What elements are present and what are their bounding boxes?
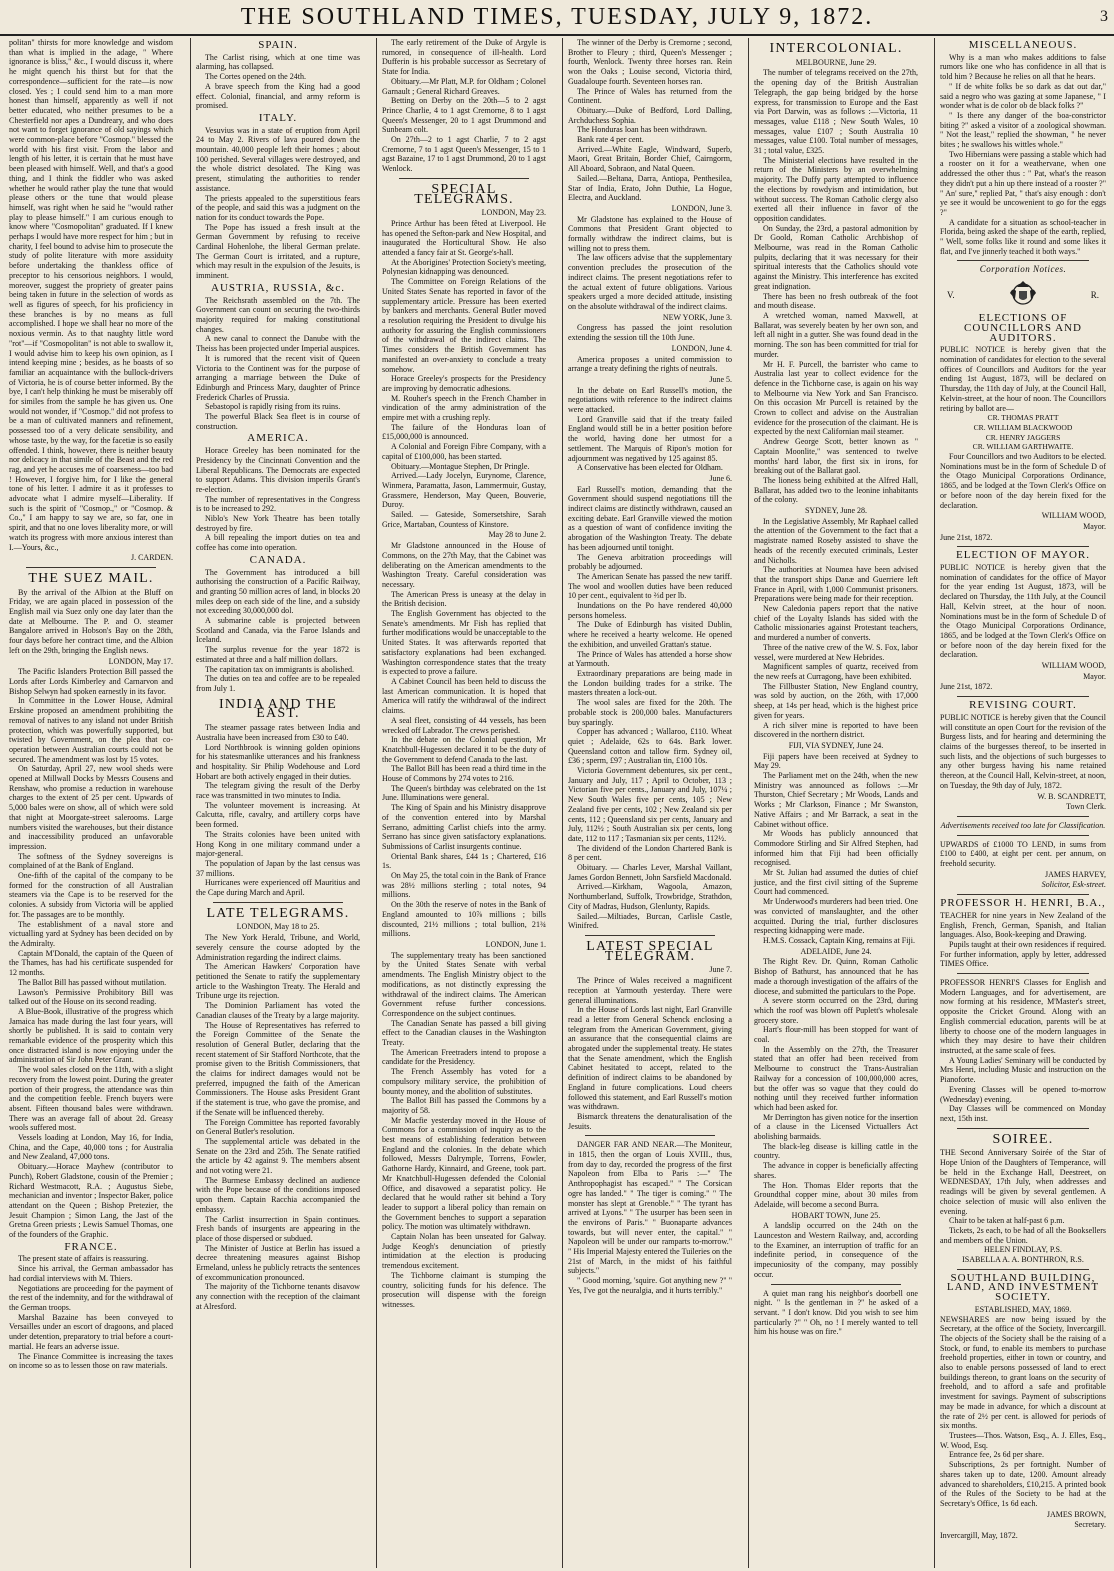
page-number: 3 bbox=[1100, 8, 1108, 25]
mayor-notice: PUBLIC NOTICE is hereby given that the nomination of candidates for the office of Mayor for the year ending 1st August, 1873, will be declared on Thursday, the 11th July, at the Council Hall, Kelvin street, at the hour of noon. Nominations must be in the form of Schedule D of the Otago Municipal Corporations Ordinance, 1865, and be lodged at the Town Clerk's Office on or before noon of the day herein fixed for the declaration. bbox=[940, 563, 1106, 660]
article-paragraph: In the debate on the Colonial question, Mr Knatchbull-Hugessen declared it to be the duty of the Government to defend Canada to the last. bbox=[382, 735, 546, 764]
late-telegrams-dateline: LONDON, May 18 to 25. bbox=[236, 922, 320, 932]
article-paragraph: M. Rouher's speech in the French Chamber in vindication of the army administration of the empire met with a crushing reply. bbox=[382, 393, 546, 423]
intercolonial-heading: INTERCOLONIAL. bbox=[769, 41, 903, 56]
article-paragraph: The Foreign Committee has reported favorably on General Butler's resolution. bbox=[196, 1117, 360, 1137]
special-paragraphs bbox=[377, 219, 551, 530]
article-paragraph: A seal fleet, consisting of 44 vessels, has been wrecked off Labrador. The crews perished. bbox=[382, 715, 546, 735]
mayor-signature-2: WILLIAM WOOD, bbox=[1041, 661, 1106, 671]
article-paragraph: In the House of Lords last night, Earl Granville read a letter from General Schenck enclosing a telegram from the American Government, giving an assurance that the consequential claims are abrogated under the supplemental treaty. He states that the Senate amendment, which the English Cabinet hesitated to accept, related to the definition of indirect claims to be abandoned by England in future complications. Loud cheers followed this statement, and Earl Russell's motion was withdrawn. bbox=[568, 1005, 732, 1112]
article-paragraph: The duties on tea and coffee are to be repealed from July 1. bbox=[196, 674, 360, 693]
article-paragraph: Mr Derrington has given notice for the insertion of a clause in the Licensed Victuallers Act abolishing barmaids. bbox=[754, 1112, 918, 1142]
professor-henri-heading: PROFESSOR H. HENRI, B.A., bbox=[940, 897, 1106, 910]
article-paragraph: The Ministerial elections have resulted in the return of the Ministers by an overwhelming majority. The Duffy party attempted to influence the elections by rowdyism and intimidation, but without success. The Roman Catholic clergy also exerted all their influence in favor of the opposition candidates. bbox=[754, 155, 918, 223]
italy-paragraphs bbox=[191, 126, 365, 281]
article-paragraph: Marshal Bazaine has been conveyed to Versailles under an escort of dragoons, and placed under detention, preparatory to trial before a court-martial. He fears an adverse issue. bbox=[9, 1312, 173, 1351]
hobart-paragraphs bbox=[749, 1221, 923, 1279]
june5-paragraphs bbox=[563, 386, 737, 473]
henri-teacher-ad: TEACHER for nine years in New Zealand of the English, French, German, Spanish, and Italian languages. Also, Book-keeping and Drawing. bbox=[940, 910, 1106, 940]
article-paragraph: Victoria Government debentures, six per cent., January and July, 117 ; April to October, 113 ; Victorian five per cents., January and July, 107¼ ; New South Wales five per cents, 105 ; New Zealand five per cents, 102 ; New Zealand six per cents, 112 ; Queensland six per cents, January and July, 112½ ; South Australian six per cents, long date, 112 to 117 ; Tasmanian six per cents, 112½. bbox=[568, 766, 732, 843]
column-4 bbox=[562, 38, 737, 1568]
article-paragraph: The Ballot Bill has passed without mutilation. bbox=[18, 977, 167, 987]
newspaper-title: THE SOUTHLAND TIMES, TUESDAY, JULY 9, 1872. bbox=[240, 4, 874, 30]
letter-signature: J. CARDEN. bbox=[130, 553, 173, 563]
article-paragraph: The Prince of Wales has attended a horse show at Yarmouth. bbox=[568, 649, 732, 669]
article-paragraph: There has been no fresh outbreak of the foot and mouth disease. bbox=[754, 291, 918, 311]
article-paragraph: It is rumored that the recent visit of Queen Victoria to the Continent was for the purpose of arranging a marriage between the Duke of Edinburgh and Princess Mary, daughter of Prince Frederick Charles of Prussia. bbox=[196, 353, 360, 402]
article-paragraph: The black-leg disease is killing cattle in the country. bbox=[754, 1141, 918, 1161]
article-paragraph: Three of the native crew of the W. S. Fox, labor vessel, were murdered at New Hebrides. bbox=[754, 642, 918, 662]
retiring-councillors bbox=[935, 413, 1111, 452]
soiree-chair: Chair to be taken at half-past 6 p.m. bbox=[949, 1216, 1065, 1226]
article-paragraph: The volunteer movement is increasing. At Calcutta, rifle, cavalry, and artillery corps have been formed. bbox=[196, 800, 360, 830]
henri-evening: Evening Classes will be opened to-morrow (Wednesday) evening. bbox=[940, 1084, 1106, 1104]
article-paragraph: The Pacific Islanders Protection Bill passed the Lords after Lords Kimberley and Carnarvon and Bishop Selwyn had spoken earnestly in its favor. bbox=[9, 667, 173, 696]
sydney-dateline: SYDNEY, June 28. bbox=[804, 506, 868, 516]
article-paragraph: Fiji papers have been received at Sydney to May 29. bbox=[754, 751, 918, 771]
soiree-notice: THE Second Anniversary Soirée of the Star of Hope Union of the Daughters of Temperance, will be held in the Exchange Hall, Deestreet, on WEDNESDAY, 17th July, when addresses and readings will be given by several gentlemen. A choice selection of music will also enliven the evening. bbox=[940, 1148, 1106, 1216]
france-paragraphs bbox=[4, 1254, 178, 1370]
mayor-title: Mayor. bbox=[1083, 521, 1106, 531]
article-paragraph: Obituary.—Horace Mayhew (contributor to Punch), Robert Gladstone, cousin of the Premier ; Richard Westmacott, R.A. ; Augustus Siebe, mechanician and inventor ; Inspector Baker, police attendant on the Queen ; Bishop Pretezier, the Jesuit Champion ; Simon Lang, the Jast of the Gretna Green priests ; Lewis Samuel Thomas, one of the founders of the Graphic. bbox=[9, 1162, 173, 1240]
column-1 bbox=[4, 38, 178, 1568]
divider bbox=[26, 567, 156, 568]
secretary-signature: JAMES BROWN, bbox=[1046, 1509, 1106, 1519]
article-paragraph: " If de white folks be so dark as dat out dar," said a negro who was gazing at some Japanese, " I wonder what is de color ob de black folks ?" bbox=[940, 81, 1106, 111]
letter-text: politan" thirsts for more knowledge and wisdom than what is implied in the adage, " Where ignorance is bliss," &c., I would discuss it, where he might quench his thirst but for that the correspondence—sufficient for the rate—is now closed. Yes ; I could send him to a man more honest than himself, apparently as well if not better educated, who neither presumes to be a Chesterfield nor apes a Dundreary, and who does not want to forget ignorance of old sayings which were common-place before "Cosmop." blessed the world with his first visit. From the labor and length of his letter, it is certain that he must have been pleased with himself. Well, and that's a good thing, and I think the fiddler who was asked whether he would rather play the tune that would please others or the tune that would please himself, was right when he said he "would rather play to please himself." I am curious enough to know where "Cosmopolitan" graduated. If I knew perhaps I would have more respect for him ; but in charity, I feel bound to advise him to prosecute the study of polite literature with more assiduity before undertaking the thankless office of preceptor to his censorious neighbors. I would, moreover, suggest the propriety of greater pains being taken in future in the selection of words as well as figures of speech, for his proficiency in these branches is by no means as full accomplished. I hope we shall hear no more of the noxious vermin. As to that naughty little word "rot"—if "Cosmopolitan" is not able to swallow it, I would advise him to keep his own opinion, as I intend keeping mine ; besides, as he boasts of so familiar an acquaintance with the bullock-drivers of Victoria, he is of course better informed. By the bye, I can't help thinking he must be miserably off for similes from the sample he has given us. One would not wonder, if "Cosmop." did not profess to be a man of cultivated manners and refinement, possessed too of a very delicate sensibility, and whose taste, by the way, for the facetiæ is so easily offended. I think, however, there is neither beauty nor delicacy in that simile of the Beast and the red rag, and yet he accuses me of coarseness—too bad ! However, I forgive him, for I like the general tone of his letter. I admire it as it professes to advocate what I admire myself—Liberality. If such is the spirit of "Cosmop.," or "Cosmop. & Co.," I am happy to say we are, so far, one in spirit, and that no one loves liberality more, or will watch its progress with more anxious interest than I.—Yours, &c., bbox=[9, 38, 173, 552]
building-society-heading: SOUTHLAND BUILDING, LAND, AND INVESTMENT SOCIETY. bbox=[946, 1271, 1100, 1304]
article-paragraph: Hurricanes were experienced off Mauritius and the Cape during March and April. bbox=[196, 878, 360, 898]
solicitor-title: Solicitor, Esk-street. bbox=[1041, 880, 1106, 890]
article-paragraph: The Government has introduced a bill authorising the construction of a Pacific Railway, and granting 50 million acres of land, in blocks 20 miles deep on each side of the line, and a subsidy not exceeding 30,000,000 dol. bbox=[196, 567, 360, 616]
fiji-paragraphs bbox=[749, 752, 923, 946]
canada-paragraphs bbox=[191, 568, 365, 694]
retiring-councillor-name: CR. THOMAS PRATT bbox=[987, 413, 1059, 423]
may28-paragraphs bbox=[377, 541, 551, 939]
article-paragraph: Sailed.—Miltiades, Burcan, Carlisle Castle, Winifred. bbox=[568, 911, 732, 931]
article-paragraph: Andrew George Scott, better known as " Captain Moonlite," was sentenced to twelve months' hard labor, the first six in irons, for breaking out of the Ballarat gaol. bbox=[754, 437, 918, 476]
article-paragraph: A submarine cable is projected between Scotland and Canada, via the Faroe Islands and Iceland. bbox=[196, 616, 360, 645]
article-paragraph: Bank rate 4 per cent. bbox=[577, 135, 644, 145]
divider bbox=[957, 546, 1089, 547]
town-clerk-title: Town Clerk. bbox=[1066, 802, 1106, 812]
article-paragraph: The Queen's birthday was celebrated on the 1st June. Illuminations were general. bbox=[382, 783, 546, 803]
article-paragraph: Oriental Bank shares, £44 1s ; Chartered, £16 1s. bbox=[382, 851, 546, 871]
dateline-june1: LONDON, June 1. bbox=[485, 939, 546, 949]
article-paragraph: The Minister of Justice at Berlin has issued a decree threatening measures against Bishop Ermeland, unless he publicly retracts the sentences of excommunication pronounced. bbox=[196, 1243, 360, 1282]
article-paragraph: Obituary.—Mr Platt, M.P. for Oldham ; Colonel Garnault ; General Richard Greaves. bbox=[382, 76, 546, 96]
article-paragraph: Mr Woods has publicly announced that Commodore Stirling and Sir Alfred Stephen, had informed him that Fiji had been officially recognised. bbox=[754, 829, 918, 868]
article-paragraph: Sailed.—Beltana, Darra, Antiopa, Penthesilea, Star of India, Erato, John Duthie, La Hogue, Electra, and Auckland. bbox=[568, 173, 732, 203]
austria-heading: AUSTRIA, RUSSIA, &c. bbox=[211, 281, 345, 294]
dateline-june5: June 5. bbox=[709, 374, 732, 384]
article-paragraph: The authorities at Noumea have been advised that the transport ships Danæ and Guerriere left France in April, with 1,000 Communist prisoners. Preparations were being made for their reception. bbox=[754, 565, 918, 604]
retiring-councillor-name: CR. HENRY JAGGERS bbox=[985, 432, 1061, 442]
divider bbox=[957, 835, 1089, 836]
article-paragraph: A rich silver mine is reported to have been discovered in the northern district. bbox=[754, 720, 918, 740]
article-paragraph: A Cabinet Council has been held to discuss the last American communication. It is hoped that America will ratify the withdrawal of the indirect claims. bbox=[382, 677, 546, 716]
article-paragraph: The Burmese Embassy declined an audience with the Pope because of the conditions imposed upon them. Captain Racchia accompanied the embassy. bbox=[196, 1175, 360, 1214]
article-paragraph: The American Press is uneasy at the delay in the British decision. bbox=[382, 589, 546, 609]
june4-paragraphs bbox=[563, 355, 737, 374]
revising-court-heading: REVISING COURT. bbox=[969, 699, 1077, 712]
article-paragraph: The French Assembly has voted for a compulsory military service, the prohibition of bounty money, and the abolition of substitutes. bbox=[382, 1067, 546, 1096]
spain-paragraphs bbox=[191, 53, 365, 111]
june1-paragraphs bbox=[377, 951, 551, 1310]
article-paragraph: Hart's flour-mill has been stopped for want of coal. bbox=[754, 1025, 918, 1045]
article-paragraph: Mr Gladstone announced in the House of Commons, on the 27th May, that the Cabinet was deliberating on the American amendments to the Washington Treaty. Careful consideration was necessary. bbox=[382, 541, 546, 589]
article-paragraph: A landslip occurred on the 24th on the Launceston and Western Railway, and, according to the Examiner, an interruption of traffic for an indefinite period, in consequence of the impecuniosity of the company, may possibly occur. bbox=[754, 1221, 918, 1279]
article-paragraph: The establishment of a naval store and victualling yard at Sydney has been decided on by the Admiralty. bbox=[9, 919, 173, 948]
article-paragraph: On Saturday, April 27, new wool sheds were opened at Millwall Docks by Messrs Cousens and Renshaw, who promise a reduction in warehouse charges to the extent of 25 per cent. Upwards of 5,000 bales were on show, all of which were sold that night at Moorgate-street salerooms. Large numbers visited the warehouses, but their distance and inaccessibility produced an unfavorable impression. bbox=[9, 764, 173, 851]
article-paragraph: The Honduras loan has been withdrawn. bbox=[577, 125, 708, 135]
article-paragraph: Niblo's New York Theatre has been totally destroyed by fire. bbox=[196, 514, 360, 533]
divider bbox=[957, 260, 1089, 261]
article-paragraph: Arrived.—White Eagle, Windward, Superb, Maori, Great Britain, Border Chief, Cairngorm, All Aboard, Sobraon, and Natal Queen. bbox=[568, 144, 732, 174]
article-paragraph: The Ballot Bill has been read a third time in the House of Commons by 274 votes to 216. bbox=[382, 764, 546, 784]
article-paragraph: One-fifth of the capital of the company to be formed for the construction of all Australian steamers via the Cape is to be reserved for the colonies. A subsidy from Victoria will be applied for. The passages are to be monthly. bbox=[9, 871, 173, 919]
article-paragraph: The supplemental article was debated in the Senate on the 23rd and 25th. The Senate ratified the article by 42 against 9. The members absent and not voting were 21. bbox=[196, 1136, 360, 1176]
article-paragraph: Inundations on the Po have rendered 40,000 persons homeless. bbox=[568, 601, 732, 620]
late-telegrams-paragraphs bbox=[191, 933, 365, 1311]
article-paragraph: On Sunday, the 23rd, a pastoral admonition by Dr Goold, Roman Catholic Archbishop of Melbourne, was read in the Roman Catholic pulpits, declaring that it was necessary for their spiritual interests that the Catholics should vote against the Ministry. This interference has excited great indignation. bbox=[754, 223, 918, 291]
article-paragraph: Captain Nolan has been unseated for Galway. Judge Keogh's denunciation of priestly intimidation at the election is producing tremendous excitement. bbox=[382, 1232, 546, 1271]
henri-pupils: Pupils taught at their own residences if required. For further information, apply by letter, addressed TIMES Office. bbox=[940, 939, 1106, 969]
article-paragraph: New Caledonia papers report that the native chief of the Loyalty Islands has sided with the Catholic missionaries against Protestant teachers, and murdered a number of converts. bbox=[754, 604, 918, 643]
article-paragraph: Two Hibernians were passing a stable which had a rooster on it for a weathervane, when one addressed the other thus : " Pat, what's the reason they didn't put a hin up there instead of a rooster ?" " An' sure," replied Pat, " that's aisy enough : don't ye see it would be uncowenient to go for the eggs ?" bbox=[940, 149, 1106, 217]
article-paragraph: In Committee in the Lower House, Admiral Erskine proposed an amendment prohibiting the removal of natives to any island not under British protection, which was powerfully supported, but twisted by Government, on the plea that co-operation between Australian courts could not be secured. The amendment was lost by 15 votes. bbox=[9, 696, 173, 764]
divider bbox=[957, 894, 1089, 895]
town-clerk-signature: W. B. SCANDRETT, bbox=[1037, 791, 1106, 801]
election-of-mayor-heading: ELECTION OF MAYOR. bbox=[955, 549, 1090, 562]
entrance-fee: Entrance fee, 2s 6d per share. bbox=[949, 1450, 1044, 1460]
elections-notice: PUBLIC NOTICE is hereby given that the nomination of candidates for election to the several offices of Councillors and Auditors for the year ending 1st August, 1873, will be declared on Thursday, the 11th day of July, at the Council Hall, Kelvin-street, at the hour of noon. The Councillors retiring by ballot are— bbox=[940, 345, 1106, 413]
late-telegrams-heading: LATE TELEGRAMS. bbox=[206, 905, 350, 921]
divider bbox=[957, 1128, 1089, 1129]
article-paragraph: A Conservative has been elected for Oldham. bbox=[577, 463, 723, 473]
article-paragraph: The early retirement of the Duke of Argyle is rumored, in consequence of ill-health. Lord Dufferin is his probable successor as Secretary of State for India. bbox=[382, 38, 546, 77]
divider bbox=[957, 696, 1089, 697]
article-paragraph: The surplus revenue for the year 1872 is estimated at three and a half million dollars. bbox=[196, 645, 360, 664]
divider bbox=[957, 1269, 1089, 1270]
adelaide-dateline: ADELAIDE, June 24. bbox=[800, 946, 872, 956]
article-paragraph: The Finance Committee is increasing the taxes on income so as to lessen those on raw materials. bbox=[9, 1351, 173, 1371]
column-5 bbox=[748, 38, 923, 1568]
hobart-dateline: HOBART TOWN, June 25. bbox=[791, 1210, 881, 1220]
divider bbox=[213, 902, 343, 903]
article-paragraph: Since his arrival, the German ambassador has had cordial interviews with M. Thiers. bbox=[9, 1264, 173, 1283]
article-paragraph: The Carlist rising, which at one time was alarming, has collapsed. bbox=[196, 52, 360, 72]
article-paragraph: The Pope has issued a fresh insult at the German Government by refusing to receive Cardinal Hohenlohe, the liberal German prelate. The German Court is irritated, and a rupture, which may result in the expulsion of the Jesuits, is imminent. bbox=[196, 222, 360, 281]
spain-heading: SPAIN. bbox=[258, 39, 298, 51]
secretary-title: Secretary. bbox=[1074, 1520, 1106, 1530]
article-paragraph: Extraordinary preparations are being made in the London building trades for a strike. The masters threaten a lock-out. bbox=[568, 669, 732, 698]
article-paragraph: The advance in copper is beneficially affecting shares. bbox=[754, 1161, 918, 1180]
article-paragraph: The English Government has objected to the Senate's amendments. Mr Fish has replied that further modifications would be unacceptable to the United States. It was afterwards reported that satisfactory explanations had been exchanged. Washington correspondence states that the treaty is expected to prove a failure. bbox=[382, 609, 547, 677]
article-paragraph: The telegram giving the result of the Derby race was transmitted in two minutes to India. bbox=[196, 781, 360, 801]
article-paragraph: The American Senate has passed the new tariff. The wool and woollen duties have been reduced 10 per cent., equivalent to ⅔d per lb. bbox=[568, 571, 732, 601]
article-paragraph: In the debate on Earl Russell's motion, the negotiations with reference to the indirect claims were attacked. bbox=[568, 385, 732, 415]
divider bbox=[585, 935, 715, 936]
divider bbox=[957, 816, 1089, 817]
article-paragraph: Magnificent samples of quartz, received from the new reefs at Curragong, have been exhibited. bbox=[754, 662, 918, 681]
america-heading: AMERICA. bbox=[247, 432, 309, 445]
soiree-tickets: Tickets, 2s each, to be had of all the Booksellers and members of the Union. bbox=[940, 1225, 1106, 1245]
article-paragraph: The present state of affairs is reassuring. bbox=[18, 1254, 149, 1264]
article-paragraph: The number of representatives in the Congress is to be increased to 292. bbox=[196, 494, 360, 514]
article-paragraph: The Dominion Parliament has voted the Canadian clauses of the Treaty by a large majority. bbox=[196, 1001, 360, 1020]
article-paragraph: A Blue-Book, illustrative of the progress which Jamaica has made during the last four years, will shortly be published. It is said to contain very remarkable evidence of the prosperity which this once distracted island is now enjoying under the administration of Sir John Peter Grant. bbox=[9, 1006, 173, 1065]
suez-mail-heading: THE SUEZ MAIL. bbox=[28, 570, 154, 586]
column-3 bbox=[376, 38, 551, 1568]
soiree-heading: SOIREE. bbox=[992, 1131, 1054, 1147]
article-paragraph: The population of Japan by the last census was 37 millions. bbox=[196, 858, 360, 878]
corporation-notices-label: Corporation Notices. bbox=[979, 264, 1067, 275]
mayor-title-2: Mayor. bbox=[1083, 671, 1106, 681]
article-paragraph: Congress has passed the joint resolution extending the session till the 10th June. bbox=[568, 323, 732, 343]
article-paragraph: The Hon. Thomas Elder reports that the Groundthal copper mine, about 30 miles from Adelaide, will become a second Burra. bbox=[754, 1180, 918, 1209]
article-paragraph: H.M.S. Cossack, Captain King, remains at Fiji. bbox=[763, 935, 915, 945]
article-paragraph: The Ballot Bill has passed the Commons by a majority of 58. bbox=[382, 1096, 546, 1115]
june6-paragraphs bbox=[563, 485, 737, 931]
article-paragraph: The wool sales are fixed for the 20th. The probable stock is 200,000 bales. Manufacturers buy sparingly. bbox=[568, 698, 732, 727]
revising-notice: PUBLIC NOTICE is hereby given that the Council will constitute an open Court for the revision of the Burgess lists, and for hearing and determining the claims of the burgesses thereof, to be inserted in such lists, and the objections of such burgesses to any other burgess having his name retained thereon, at the Council Hall, Kelvin-street, at noon, on Tuesday, the 9th day of July, 1872. bbox=[940, 712, 1106, 790]
article-paragraph: Negotiations are proceeding for the payment of the rest of the indemnity, and for the withdrawal of the German troops. bbox=[9, 1283, 173, 1312]
trustees: Trustees—Thos. Watson, Esq., A. J. Elles, Esq., W. Wood, Esq. bbox=[940, 1431, 1106, 1450]
danger-far-and-near: DANGER FAR AND NEAR.—The Moniteur, in 1815, then the organ of Louis XVIII., thus, from day to day, recorded the progress of the first Napoleon from Elba to Paris :—" The Anthropophagist has escaped." " The Corsican ogre has landed." " The tiger is coming." " The monster has slept at Grenoble." " The tyrant has arrived at Lyons." " The usurper has been seen in the environs of Paris." " Buonaparte advances towards, but will never enter, the capital." " Napoleon will be under our ramparts to-morrow." " His Imperial Majesty entered the Tuileries on the 21st of March, in the midst of his faithful subjects." bbox=[568, 1140, 732, 1276]
article-paragraph: Mr H. F. Purcell, the barrister who came to Australia last year to collect evidence for the defence in the Tichborne case, is again on his way to Melbourne via New York and San Francisco. On this occasion Mr Purcell is retained by the Crown to collect and advise on the Australian evidence for the prosecution of the claimant. He is expected by the next Californian mail steamer. bbox=[754, 359, 918, 437]
suez-dateline: LONDON, May 17. bbox=[108, 656, 173, 666]
solicitor-signature: JAMES HARVEY, bbox=[1045, 869, 1106, 879]
dateline-june3: LONDON, June 3. bbox=[671, 203, 732, 213]
dateline-june6: June 6. bbox=[709, 473, 732, 483]
article-paragraph: The law officers advise that the supplementary convention precludes the prosecution of the indirect claims. The present negotiations refer to the actual extent of future obligations. Various speakers urged a more decided attitude, insisting on the absolute withdrawal of the indirect claims. bbox=[568, 253, 732, 311]
article-paragraph: Obituary. — Charles Lever, Marshal Vaillant, James Gordon Bennett, John Sarsfield Macdonald. bbox=[568, 863, 732, 882]
article-paragraph: " Is there any danger of the boa-constrictor biting ?" asked a visitor of a zoological showman. " Not the least," replied the showman, " he never bites ; he swallows his wittles whole." bbox=[940, 110, 1106, 150]
article-paragraph: Mr St. Julian had assumed the duties of chief justice, and the first civil sitting of the Supreme Court had commenced. bbox=[754, 868, 918, 897]
melbourne-dateline: MELBOURNE, June 29. bbox=[795, 57, 877, 67]
article-paragraph: America proposes a united commission to arrange a treaty defining the rights of neutrals. bbox=[568, 354, 732, 374]
column-2 bbox=[190, 38, 365, 1568]
article-paragraph: The powerful Black Sea fleet is in course of construction. bbox=[196, 412, 360, 431]
article-paragraph: The American Hawkers' Corporation have petitioned the Senate to ratify the supplementary article to the Washington Treaty. The Herald and Tribune urge its rejection. bbox=[196, 962, 360, 1001]
henri-classes: PROFESSOR HENRI'S Classes for English and Modern Languages, and for advertisement, are now forming at his residence, M'Master's street, opposite the Cricket Ground. Along with an English commercial education, parents will be at liberty to choose one of the modern languages in which they may desire to have their children instructed, at the same scale of fees. bbox=[940, 978, 1106, 1055]
article-paragraph: Earl Russell's motion, demanding that the Government should suspend negotiations till the indirect claims are distinctly withdrawn, caused an exciting debate. Earl Granville viewed the motion as a question of want of confidence inviting the abrogation of the Washington Treaty. The debate has been adjourned until tonight. bbox=[568, 484, 732, 552]
article-paragraph: The softness of the Sydney sovereigns is complained of at the Bank of England. bbox=[9, 851, 173, 871]
article-paragraph: The Fillbuster Station, New England country, was sold by auction, on the 26th, with 17,000 sheep, at 14s per head, which is the highest price given for years. bbox=[754, 681, 918, 720]
article-paragraph: The Tichborne claimant is stumping the country, soliciting funds for his defence. The prosecution will dispense with the foreign witnesses. bbox=[382, 1270, 546, 1309]
column-6 bbox=[934, 38, 1111, 1568]
article-paragraph: The number of telegrams received on the 27th, the opening day of the British Australian Telegraph, the gap being bridged by the horse express, for transmission to Europe and the East via Port Darwin, was as follows :—Victoria, 11 messages, value £118 ; New South Wales, 10 messages, value £107 ; South Australia 10 messages, value £100. Total number of messages, 31 ; total value, £325. bbox=[754, 68, 918, 156]
suez-paragraphs bbox=[4, 667, 178, 1239]
notice-date-2: June 21st, 1872. bbox=[940, 682, 993, 692]
article-paragraph: The Duke of Edinburgh has visited Dublin, where he received a hearty welcome. He opened the exhibition, and unveiled Grattan's statue. bbox=[568, 620, 732, 649]
article-paragraph: Mr Underwood's murderers had been tried. One was convicted of manslaughter, and the other acquitted. During the trial, further disclosures respecting kidnapping were made. bbox=[754, 897, 918, 936]
article-paragraph: A new canal to connect the Danube with the Theiss has been projected under Imperial auspices. bbox=[196, 334, 360, 354]
article-paragraph: Horace Greeley has been nominated for the Presidency by the Cincinnati Convention and the Liberal Republicans. The Democrats are expected to support Adams. This division imperils Grant's re-election. bbox=[196, 446, 360, 494]
masthead bbox=[0, 0, 1114, 36]
article-paragraph: The Prince of Wales has returned from the Continent. bbox=[568, 86, 732, 106]
article-paragraph: The Parliament met on the 24th, when the new Ministry was announced as follows :—Mr Thurston, Chief Secretary ; Mr Woods, Lands and Works ; Mr Clarkson, Finance ; Mr Swanston, Native Affairs ; and Mr Barrack, a seat in the Cabinet without office. bbox=[754, 771, 918, 829]
india-heading: INDIA AND THE EAST. bbox=[218, 696, 337, 722]
dateline-newyork: NEW YORK, June 3. bbox=[662, 312, 732, 322]
special-telegrams-heading: SPECIAL TELEGRAMS. bbox=[414, 181, 514, 207]
article-paragraph: Betting on Derby on the 20th—5 to 2 agst Prince Charlie, 4 to 1 agst Cremorne, 8 to 1 agst Queen's Messenger, 20 to 1 agst Drummond and Sunbeam colt. bbox=[382, 96, 546, 135]
article-paragraph: The Canadian Senate has passed a bill giving effect to the Canadian clauses in the Washington Treaty. bbox=[382, 1018, 546, 1048]
coat-of-arms-icon bbox=[1007, 277, 1039, 309]
canada-heading: CANADA. bbox=[249, 553, 307, 566]
obituary-betting-paragraphs bbox=[377, 38, 551, 174]
columns bbox=[4, 38, 1110, 1568]
article-paragraph: The dividend of the London Chartered Bank is 8 per cent. bbox=[568, 843, 732, 863]
notice-date: June 21st, 1872. bbox=[940, 532, 993, 542]
article-paragraph: Why is a man who makes additions to false rumors like one who has confidence in all that is told him ? Because he relies on all that he hears. bbox=[940, 52, 1106, 82]
derby-paragraphs bbox=[563, 38, 737, 203]
newyork-paragraphs bbox=[563, 323, 737, 342]
article-paragraph: The Geneva arbitration proceedings will probably be adjourned. bbox=[568, 552, 732, 572]
india-paragraphs bbox=[191, 723, 365, 898]
subscriptions: Subscriptions, 2s per fortnight. Number of shares taken up to date, 1200. Amount already advanced to shareholders, £10,215. A printed book of the Rules of the Society to be had at the Secretary's Office, 1s 6d each. bbox=[940, 1460, 1106, 1508]
article-paragraph: The Committee on Foreign Relations of the United States Senate has reported in favor of the supplementary article. Pressure has been exerted by bankers and merchants. General Butler moved a resolution requiring the President to divulge his authority for assuring the English commissioners of the withdrawal of the indirect claims. The Times considers the British Government has manifested an over-anxiety to conclude a treaty somehow. bbox=[382, 277, 546, 374]
june3-paragraphs bbox=[563, 215, 737, 312]
austria-paragraphs bbox=[191, 296, 365, 432]
article-paragraph: Horace Greeley's prospects for the Presidency are improving by democratic adhesions. bbox=[382, 374, 546, 393]
henri-seminary: A Young Ladies' Seminary will be conducted by Mrs Henri, including Music and instruction on the Pianoforte. bbox=[940, 1055, 1106, 1085]
article-paragraph: In the Assembly on the 27th, the Treasurer stated that an offer had been received from Melbourne to construct the Trans-Australian Railway for a concession of 100,000,000 acres, but the offer was so vague that they could do nothing until they received further information which had been asked for. bbox=[754, 1044, 918, 1112]
elections-heading: ELECTIONS OF COUNCILLORS AND AUDITORS. bbox=[964, 312, 1082, 344]
elections-notice-2: Four Councillors and two Auditors to be elected. Nominations must be in the form of Schedule D of the Otago Municipal Corporations Ordinance, 1865, and be lodged at the Town Clerk's Office on or before noon of the day herein fixed for the declaration. bbox=[940, 452, 1106, 510]
article-paragraph: Lord Northbrook is winning golden opinions for his statesmanlike utterances and his frankness and hospitality. Sir Philip Wodehouse and Lord Hobart are both actively engaged in their duties. bbox=[196, 742, 360, 781]
article-paragraph: A bill repealing the import duties on tea and coffee has come into operation. bbox=[196, 533, 360, 553]
article-paragraph: On May 25, the total coin in the Bank of France was 28½ millions sterling ; total notes, 94 millions. bbox=[382, 871, 546, 900]
henri-day: Day Classes will be commenced on Monday next, 15th inst. bbox=[940, 1104, 1106, 1123]
article-paragraph: Prince Arthur has been fêted at Liverpool. He has opened the Sefton-park and New Hospital, and inaugurated the Horticultural Show. He also attended a fancy fair at St. George's-hall. bbox=[382, 218, 546, 258]
article-paragraph: The Straits colonies have been united with Hong Kong in one military command under a major-general. bbox=[196, 829, 360, 859]
article-paragraph: The House of Representatives has referred to the Foreign Committee of the Senate the resolution of General Butler, declaring that the recent statement of Sir Stafford Northcote, that the promise given to the British Commissioners, that the claims for indirect damages would not be preferred, impugned the faith of the American Commissioners. The House asks President Grant if the statement is true, who gave the promise, and if the Senate will be influenced thereby. bbox=[196, 1020, 360, 1117]
article-paragraph: The steamer passage rates between India and Australia have been increased from £30 to £40. bbox=[196, 723, 360, 742]
article-paragraph: Lawson's Permissive Prohibitory Bill was talked out of the House on its second reading. bbox=[9, 987, 173, 1007]
crest-letter-r: R. bbox=[1090, 290, 1099, 301]
soiree-signature-1: HELEN FINDLAY, P.S. bbox=[983, 1245, 1063, 1255]
dateline-june4: LONDON, June 4. bbox=[671, 343, 732, 353]
article-paragraph: Mr Macfie yesterday moved in the House of Commons for a commission of inquiry as to the best means of establishing federation between England and the colonies. In the debate which followed, Messrs Dalrymple, Torrens, Fowler, Gathorne Hardy, Kinnaird, and Greene, took part. Mr Knatchbull-Hugessen defended the Colonial Office, and disavowed a separatist policy. He declared that he would rather sit behind a Tory leader to support a liberal policy than remain on the Government benches to support a separation policy. The motion was ultimately withdrawn. bbox=[382, 1115, 546, 1232]
divider bbox=[585, 1135, 715, 1136]
article-paragraph: Sebastopol is rapidly rising from its ruins. bbox=[205, 402, 341, 412]
good-morning-joke: " Good morning, 'squire. Got anything new ?" " Yes, I've got the neuralgia, and it hurts terribly." bbox=[568, 1276, 732, 1295]
article-paragraph: The winner of the Derby is Cremorne ; second, Brother to Fleury ; third, Queen's Messenger ; fourth, Wenlock. Twenty three horses ran. Rein won the Oaks ; Louise second, Victoria third, Guadaloupe fourth. Seventeen horses ran. bbox=[568, 38, 732, 86]
article-paragraph: Bismarck threatens the denaturalisation of the Jesuits. bbox=[568, 1111, 732, 1131]
article-paragraph: In the Legislative Assembly, Mr Raphael called the attention of the Government to the fact that a magistrate named Roseby assisted to shave the heads of the recently executed criminals, Lester and Nicholls. bbox=[754, 516, 918, 565]
article-paragraph: The Carlist insurrection in Spain continues. Fresh bands of insurgents are appearing in the place of those dispersed or subdued. bbox=[196, 1214, 360, 1243]
article-paragraph: The failure of the Honduras loan of £15,000,000 is announced. bbox=[382, 422, 546, 442]
article-paragraph: The priests appealed to the superstitious fears of the people, and said this was a judgment on the nation for its conduct towards the Pope. bbox=[196, 193, 360, 222]
doorbell-joke: A quiet man rang his neighbor's doorbell one night. " Is the gentleman in ?" he asked of a servant. " I don't know. Did you wish to see him particularly ?" " Oh, no ! I merely wanted to tell him his house was on fire." bbox=[754, 1288, 918, 1337]
article-paragraph: A candidate for a situation as school-teacher in Florida, being asked the shape of the earth, replied, " Well, some folks like it round and some likes it flat, and I've jinnerly teached it both ways." bbox=[940, 217, 1106, 256]
article-paragraph: The King of Spain and his Ministry disapprove of the convention entered into by Marshal Serrano, admitting Carlist chiefs into the army. Serrano has since given satisfactory explanations. Submissions of Carlist insurgents continue. bbox=[382, 803, 546, 851]
article-paragraph: The lioness being exhibited at the Alfred Hall, Ballarat, has added two to the leonine inhabitants of the colony. bbox=[754, 475, 918, 505]
retiring-councillor-name: CR. WILLIAM GARTHWAITE. bbox=[972, 442, 1074, 452]
miscellaneous-heading: MISCELLANEOUS. bbox=[968, 39, 1078, 51]
america-paragraphs bbox=[191, 446, 365, 553]
france-heading: FRANCE. bbox=[64, 1240, 118, 1253]
article-paragraph: The Right Rev. Dr. Quinn, Roman Catholic Bishop of Bathurst, has announced that he has made a thorough investigation of the affairs of the diocese, and submitted the particulars to the Pope. bbox=[754, 957, 918, 996]
article-paragraph: At the Aborigines' Protection Society's meeting, Polynesian kidnapping was denounced. bbox=[382, 257, 546, 277]
sydney-paragraphs bbox=[749, 517, 923, 740]
suez-intro: By the arrival of the Albion at the Bluff on Friday, we are again placed in possession of the English mail via Suez only one day later than the date at Melbourne. The P. and O. steamer Bangalore arrived in Hobson's Bay on the 28th, four days before her contract time, and the Albion left on the 29th, bringing the English news. bbox=[9, 587, 173, 655]
article-paragraph: The New York Herald, Tribune, and World, severely censure the course adopted by the Administration regarding the indirect claims. bbox=[196, 933, 360, 962]
article-paragraph: On the 30th the reserve of notes in the Bank of England amounted to 10⅞ millions ; bills discounted, 21½ millions ; total bullion, 21¾ millions. bbox=[382, 900, 546, 939]
crest-letter-v: V. bbox=[947, 290, 955, 301]
divider bbox=[771, 1284, 901, 1285]
article-paragraph: Arrived.—Lady Jocelyn, Eurynome, Clarence, Winmera, Paramatta, Jason, Lammermuir, Gustay, Grassmere, Henderson, May Queen, Bouverie, Duroy. bbox=[382, 471, 546, 510]
italy-heading: ITALY. bbox=[258, 111, 298, 124]
retiring-councillor-name: CR. WILLIAM BLACKWOOD bbox=[973, 422, 1073, 432]
article-paragraph: Mr Gladstone has explained to the House of Commons that President Grant objected to formally withdraw the indirect claims, but is willing not to press them. bbox=[568, 214, 732, 253]
article-paragraph: A brave speech from the King had a good effect. Colonial, financial, and army reform is promised. bbox=[196, 81, 360, 111]
article-paragraph: The supplementary treaty has been sanctioned by the United States Senate with verbal amendments. The English Ministry object to the modifications, as not distinctly expressing the withdrawal of the indirect claims. The American Government refuse further concessions. Correspondence on the subject continues. bbox=[382, 950, 546, 1018]
late-ads-label: Advertisements received too late for Classification. bbox=[940, 820, 1106, 830]
article-paragraph: Captain M'Donald, the captain of the Queen of the Thames, has had his certificate suspended for 12 months. bbox=[9, 948, 173, 978]
fiji-dateline: FIJI, VIA SYDNEY, June 24. bbox=[788, 740, 884, 750]
article-paragraph: Obituary.—Duke of Bedford, Lord Dalling, Archduchess Sophia. bbox=[568, 105, 732, 125]
building-society-date: Invercargill, May, 1872. bbox=[940, 1531, 1018, 1541]
article-paragraph: Copper has advanced ; Wallaroo, £110. Wheat quiet ; Adelaide, 62s to 64s. Bark lower. Queensland cotton and tallow firm. Sydney oil, £36 ; sperm, £97 ; Australian tin, £100 10s. bbox=[568, 727, 732, 766]
divider bbox=[957, 973, 1089, 974]
latest-telegram-heading: LATEST SPECIAL TELEGRAM. bbox=[586, 938, 714, 964]
article-paragraph: The American Freetraders intend to propose a candidate for the Presidency. bbox=[382, 1047, 546, 1067]
established-date: ESTABLISHED, MAY, 1869. bbox=[974, 1304, 1072, 1314]
money-to-lend-ad: UPWARDS of £1000 TO LEND, in sums from £100 to £400, at eight per cent. per annum, on freehold security. bbox=[940, 839, 1106, 869]
latest-paragraphs bbox=[563, 976, 737, 1131]
article-paragraph: The wool sales closed on the 11th, with a slight recovery from the lowest point. During the greater portion of their progress, the attendance was thin and the competition feeble. French buyers were absent. Fifteen thousand bales were withdrawn. There was an average fall of about 2d. Greasy wools suffered most. bbox=[9, 1065, 173, 1133]
dateline-may28: May 28 to June 2. bbox=[488, 530, 546, 540]
article-paragraph: Sailed. — Gateside, Somersetshire, Sarah Grice, Martaban, Countess of Kinstore. bbox=[382, 510, 546, 529]
article-paragraph: A Colonial and Foreign Fibre Company, with a capital of £100,000, has been started. bbox=[382, 442, 546, 461]
melbourne-paragraphs bbox=[749, 68, 923, 505]
building-society-notice: NEWSHARES are now being issued by the Secretary, at the office of the Society, Invercargill. The objects of the Society shall be the raising of a Stock, or fund, to enable its members to purchase freehold properties, either in town or country, and also to enable persons possessed of land to erect buildings thereon, to grant loans on the security of freehold, and to afford a safe and profitable investment for savings. Payment of subscriptions may be made in advance, for which a discount at the rate of 2½ per cent. is allowed for periods of six months. bbox=[940, 1314, 1106, 1431]
article-paragraph: The Reichsrath assembled on the 7th. The Government can count on securing the two-thirds majority required for making constitutional changes. bbox=[196, 295, 360, 334]
article-paragraph: Vessels loading at London, May 16, for India, China, and the Cape, 40,000 tons ; for Australia and New Zealand, 47,000 tons. bbox=[9, 1133, 173, 1162]
miscellaneous-paragraphs bbox=[935, 53, 1111, 257]
divider bbox=[399, 178, 529, 179]
article-paragraph: Obituary.—Montague Stephen, Dr Pringle. bbox=[391, 461, 530, 471]
article-paragraph: On 27th—2 to 1 agst Charlie, 7 to 2 agst Cremorne, 7 to 1 agst Queen's Messenger, 15 to 1 agst Bazaine, 17 to 1 agst Drummond, 20 to 1 agst Wenlock. bbox=[382, 135, 546, 174]
article-paragraph: A severe storm occurred on the 23rd, during which the roof was blown off Puplett's wholesale grocery store. bbox=[754, 996, 918, 1025]
latest-dateline: June 7. bbox=[709, 965, 732, 975]
special-dateline: LONDON, May 23. bbox=[481, 208, 546, 218]
mayor-signature: WILLIAM WOOD, bbox=[1041, 511, 1106, 521]
article-paragraph: The Cortes opened on the 24th. bbox=[205, 72, 307, 82]
article-paragraph: Lord Granville said that if the treaty failed England would still be in a better position before the world, having done her utmost for a settlement. The Marquis of Ripon's motion for adjournment was negatived by 125 against 85. bbox=[568, 414, 732, 463]
article-paragraph: The Prince of Wales received a magnificent reception at Yarmouth yesterday. There were general illuminations. bbox=[568, 976, 732, 1005]
soiree-signature-2: ISABELLA A. A. BONTHRON, R.S. bbox=[962, 1255, 1084, 1265]
royal-coat-of-arms bbox=[941, 277, 1105, 311]
article-paragraph: The capitation tax on immigrants is abolished. bbox=[205, 664, 355, 674]
adelaide-paragraphs bbox=[749, 957, 923, 1209]
article-paragraph: A wretched woman, named Maxwell, at Ballarat, was severely beaten by her own son, and left all night in a gutter. She was found dead in the morning. The son has been committed for trial for murder. bbox=[754, 310, 918, 359]
article-paragraph: Arrived.—Kirkham, Wagoola, Amazon, Northumberland, Suffolk, Trowbridge, Strathdon, City of Madras, Hudson, Glenlunty, Rapids. bbox=[568, 882, 732, 911]
article-paragraph: Vesuvius was in a state of eruption from April 24 to May 2. Rivers of lava poured down the mountain. 40,000 people left their homes ; about 100 perished. Several villages were destroyed, and the whole district desolated. The King was present, stimulating the authorities to render assistance. bbox=[196, 125, 360, 193]
article-paragraph: The majority of the Tichborne tenants disavow any connection with the reception of the claimant at Alresford. bbox=[196, 1282, 360, 1311]
